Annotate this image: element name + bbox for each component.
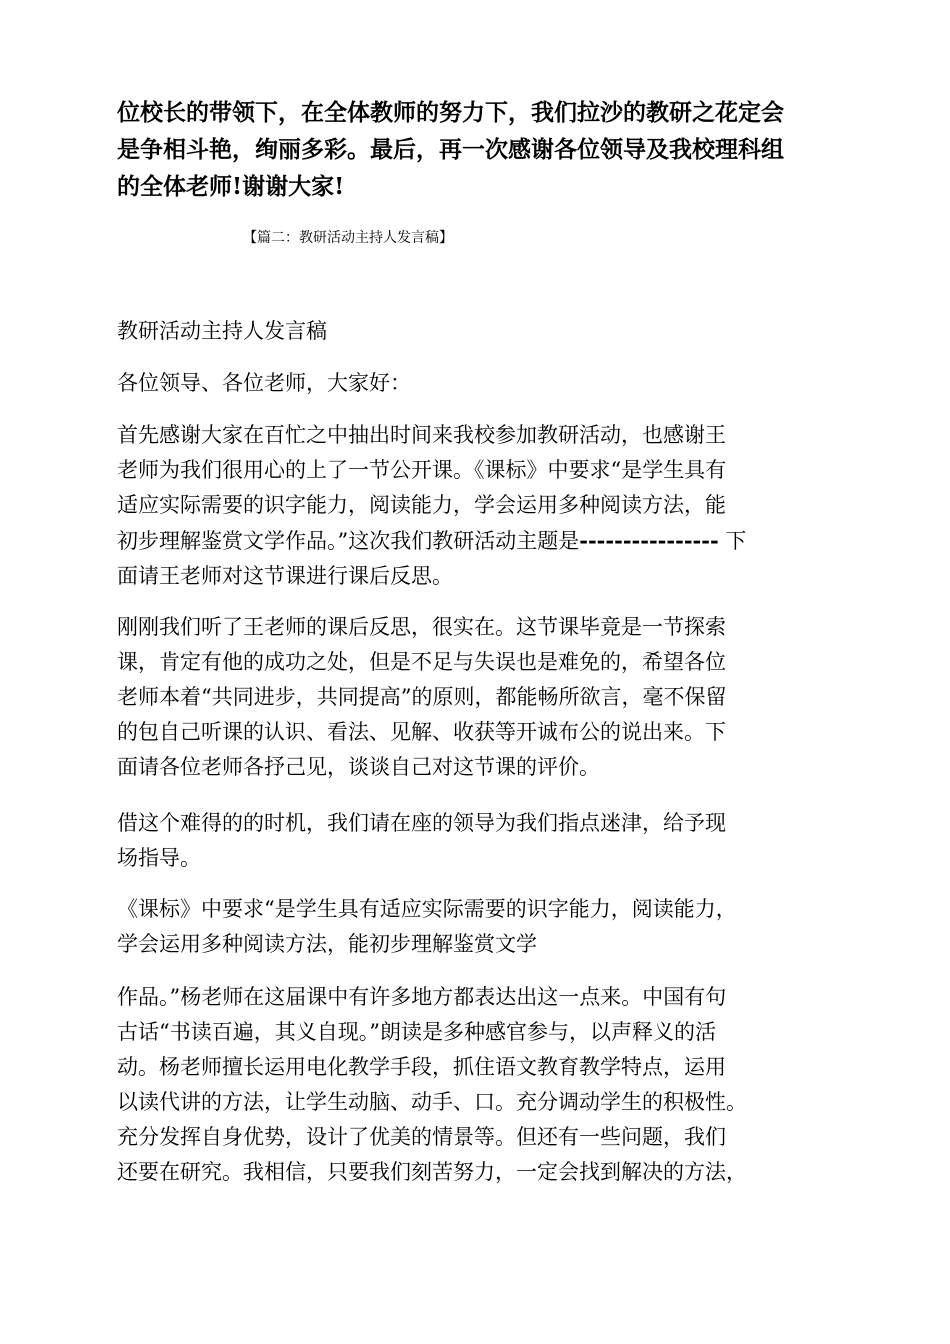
paragraph-line: 充分发挥自身优势，设计了优美的情景等。但还有一些问题，我们 <box>117 1125 726 1149</box>
paragraph-line: 适应实际需要的识字能力，阅读能力，学会运用多种阅读方法，能 <box>117 493 726 517</box>
paragraph-line-with-blank <box>117 523 837 559</box>
paragraph-line-text: 初步理解鉴赏文学作品。”这次我们教研活动主题是 <box>117 529 580 553</box>
paragraph-line: 《课标》中要求“是学生具有适应实际需要的识字能力，阅读能力， <box>117 897 737 921</box>
paragraph-line: 借这个难得的的时机，我们请在座的领导为我们指点迷津，给予现 <box>117 811 726 835</box>
paragraph-line: 古话“书读百遍，其义自现。”朗读是多种感官参与，以声释义的活 <box>117 1020 716 1044</box>
section-label: 【篇二：教研活动主持人发言稿】 <box>243 230 453 246</box>
paragraph-line: 场指导。 <box>117 846 201 870</box>
greeting <box>117 366 837 401</box>
paragraph-line: 动。杨老师擅长运用电化教学手段，抓住语文教育教学特点，运用 <box>117 1055 726 1079</box>
paragraph-line: 的包自己听课的认识、看法、见解、收获等开诚布公的说出来。下 <box>117 720 726 744</box>
title-text: 教研活动主持人发言稿 <box>117 319 327 343</box>
blank-dash: ---------------- <box>579 528 719 553</box>
paragraph-5 <box>117 980 837 1190</box>
paragraph-4 <box>117 892 837 962</box>
paragraph-line: 面请王老师对这节课进行课后反思。 <box>117 564 453 588</box>
intro-line: 位校长的带领下，在全体教师的努力下，我们拉沙的教研之花定会 <box>117 99 784 126</box>
intro-line: 的全体老师!谢谢大家! <box>117 173 345 200</box>
greeting-text: 各位领导、各位老师，大家好： <box>117 371 411 395</box>
paragraph-line-tail: 下 <box>718 529 747 553</box>
paragraph-line: 以读代讲的方法，让学生动脑、动手、口。充分调动学生的积极性。 <box>117 1090 747 1114</box>
paragraph-line: 首先感谢大家在百忙之中抽出时间来我校参加教研活动，也感谢王 <box>117 423 726 447</box>
intro-line: 是争相斗艳，绚丽多彩。最后，再一次感谢各位领导及我校理科组 <box>117 136 784 163</box>
document-title <box>117 314 837 349</box>
paragraph-2 <box>117 610 837 785</box>
intro-paragraph <box>117 94 837 205</box>
paragraph-line: 学会运用多种阅读方法，能初步理解鉴赏文学 <box>117 932 537 956</box>
paragraph-line: 课，肯定有他的成功之处，但是不足与失误也是难免的，希望各位 <box>117 650 726 674</box>
paragraph-line: 作品。”杨老师在这届课中有许多地方都表达出这一点来。中国有句 <box>117 985 727 1009</box>
paragraph-1 <box>117 418 837 594</box>
paragraph-line: 老师本着“共同进步，共同提高”的原则，都能畅所欲言，毫不保留 <box>117 685 727 709</box>
paragraph-line: 老师为我们很用心的上了一节公开课。《课标》中要求“是学生具有 <box>117 458 727 482</box>
paragraph-line: 刚刚我们听了王老师的课后反思，很实在。这节课毕竟是一节探索 <box>117 615 726 639</box>
paragraph-3 <box>117 806 837 876</box>
paragraph-line: 面请各位老师各抒己见，谈谈自己对这节课的评价。 <box>117 755 600 779</box>
paragraph-line: 还要在研究。我相信，只要我们刻苦努力，一定会找到解决的方法， <box>117 1160 747 1184</box>
